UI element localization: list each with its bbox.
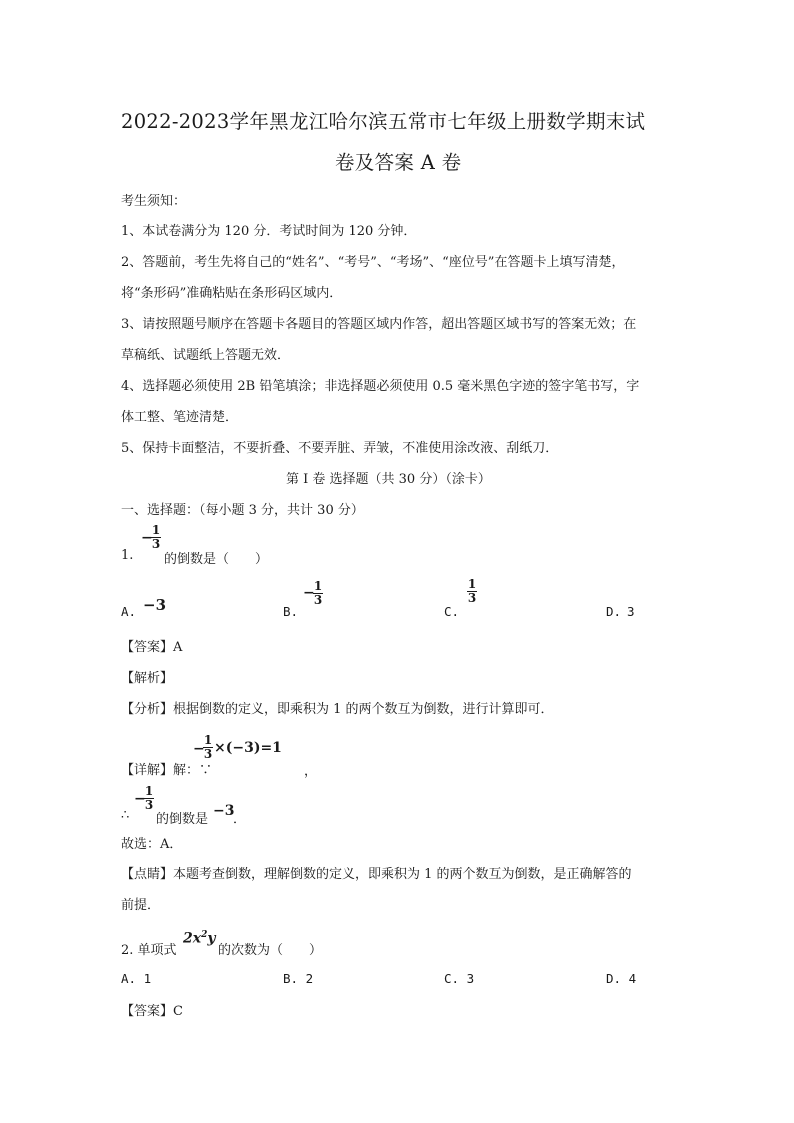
q1-choose: 故选：A． (121, 837, 183, 852)
notice-item-2a: 2、答题前，考生先将自己的“姓名”、“考号”、“考场”、“座位号”在答题卡上填写清楚， (121, 255, 625, 270)
q1-analysis-label: 【解析】 (121, 671, 174, 686)
q1-option-a-value: −3 (143, 596, 167, 614)
q1-option-b-numerator: 1 (313, 579, 323, 593)
notice-item-4b: 体工整、笔迹清楚． (121, 410, 239, 425)
q1-option-c-label: C. (444, 604, 460, 619)
q1-stem-fraction-numerator: 1 (151, 523, 161, 537)
notice-item-2b: 将“条形码”准确粘贴在条形码区域内． (121, 286, 343, 301)
q1-option-d-label: D. (606, 604, 622, 619)
q1-therefore-value: −3 (213, 803, 235, 819)
q1-number: 1. (121, 548, 134, 563)
notice-item-3b: 草稿纸、试题纸上答题无效． (121, 348, 291, 363)
q1-option-c-denominator: 3 (467, 591, 477, 605)
q2-option-a: A. 1 (121, 971, 152, 986)
q1-answer: 【答案】A (121, 640, 183, 655)
q1-therefore-suffix: 的倒数是 (156, 812, 209, 827)
q1-option-b-minus-sign: − (303, 585, 315, 601)
q1-detail-numerator: 1 (203, 733, 213, 747)
q1-stem-fraction (150, 524, 162, 551)
notice-item-1: 1、本试卷满分为 120 分．考试时间为 120 分钟． (121, 224, 417, 239)
q1-comment-line-2: 前提． (121, 898, 161, 913)
q1-detail-denominator: 3 (203, 747, 213, 761)
q2-option-c: C. 3 (444, 971, 475, 986)
q2-option-b: B. 2 (283, 971, 314, 986)
q1-stem-suffix: 的倒数是（ ） (164, 552, 269, 567)
q1-therefore-symbol: ∴ (121, 808, 130, 823)
q1-detail-prefix: 【详解】解：∵ (121, 763, 213, 778)
q2-option-d: D. 4 (606, 971, 637, 986)
q1-option-a-label: A. (121, 604, 137, 619)
q2-monomial (183, 930, 216, 947)
q1-therefore-minus-sign: − (134, 791, 146, 807)
q1-comment-line-1: 【点睛】本题考查倒数，理解倒数的定义，即乘积为 1 的两个数互为倒数，是正确解答的 (121, 867, 632, 882)
document-title-line-1: 2022-2023学年黑龙江哈尔滨五常市七年级上册数学期末试 (121, 110, 646, 133)
notice-item-3a: 3、请按照题号顺序在答题卡各题目的答题区域内作答，超出答题区域书写的答案无效；在 (121, 317, 637, 332)
q1-therefore-end: ． (233, 812, 247, 827)
q1-therefore-denominator: 3 (144, 798, 154, 812)
q1-therefore-numerator: 1 (144, 784, 154, 798)
q2-monomial-var: y (207, 930, 216, 947)
q1-therefore-fraction (143, 785, 155, 812)
q2-monomial-exponent: 2 (201, 930, 208, 940)
notice-item-4a: 4、选择题必须使用 2B 铅笔填涂；非选择题必须使用 0.5 毫米黑色字迹的签字笔书写，字 (121, 379, 640, 394)
q1-detail-expression: ×(−3)=1 (214, 740, 282, 756)
q1-option-b-fraction (312, 580, 324, 607)
q1-option-b-label: B. (283, 604, 299, 619)
q1-stem-fraction-denominator: 3 (151, 537, 161, 551)
q2-answer: 【答案】C (121, 1004, 183, 1019)
q1-detail-comma: ， (304, 764, 318, 779)
q1-detail-fraction (202, 734, 214, 761)
q1-option-c-fraction (466, 578, 478, 605)
q1-stem-minus-sign: − (141, 530, 153, 546)
q1-option-b-denominator: 3 (313, 593, 323, 607)
q1-option-d-value: 3 (627, 604, 635, 619)
q2-stem-suffix: 的次数为（ ） (218, 943, 323, 958)
q2-monomial-coef: 2x (183, 930, 202, 947)
notice-item-5: 5、保持卡面整洁，不要折叠、不要弄脏、弄皱，不准使用涂改液、刮纸刀． (121, 441, 559, 456)
notice-heading: 考生须知： (121, 194, 187, 209)
document-title-line-2: 卷及答案 A 卷 (335, 151, 462, 174)
volume-heading: 第 I 卷 选择题（共 30 分）（涂卡） (286, 472, 491, 487)
q2-stem-prefix: 2. 单项式 (121, 943, 177, 958)
q1-option-c-numerator: 1 (467, 577, 477, 591)
q1-detail-minus-sign: − (193, 741, 205, 757)
part-heading: 一、选择题：（每小题 3 分，共计 30 分） (121, 503, 364, 518)
q1-fenxi: 【分析】根据倒数的定义，即乘积为 1 的两个数互为倒数，进行计算即可． (121, 702, 554, 717)
